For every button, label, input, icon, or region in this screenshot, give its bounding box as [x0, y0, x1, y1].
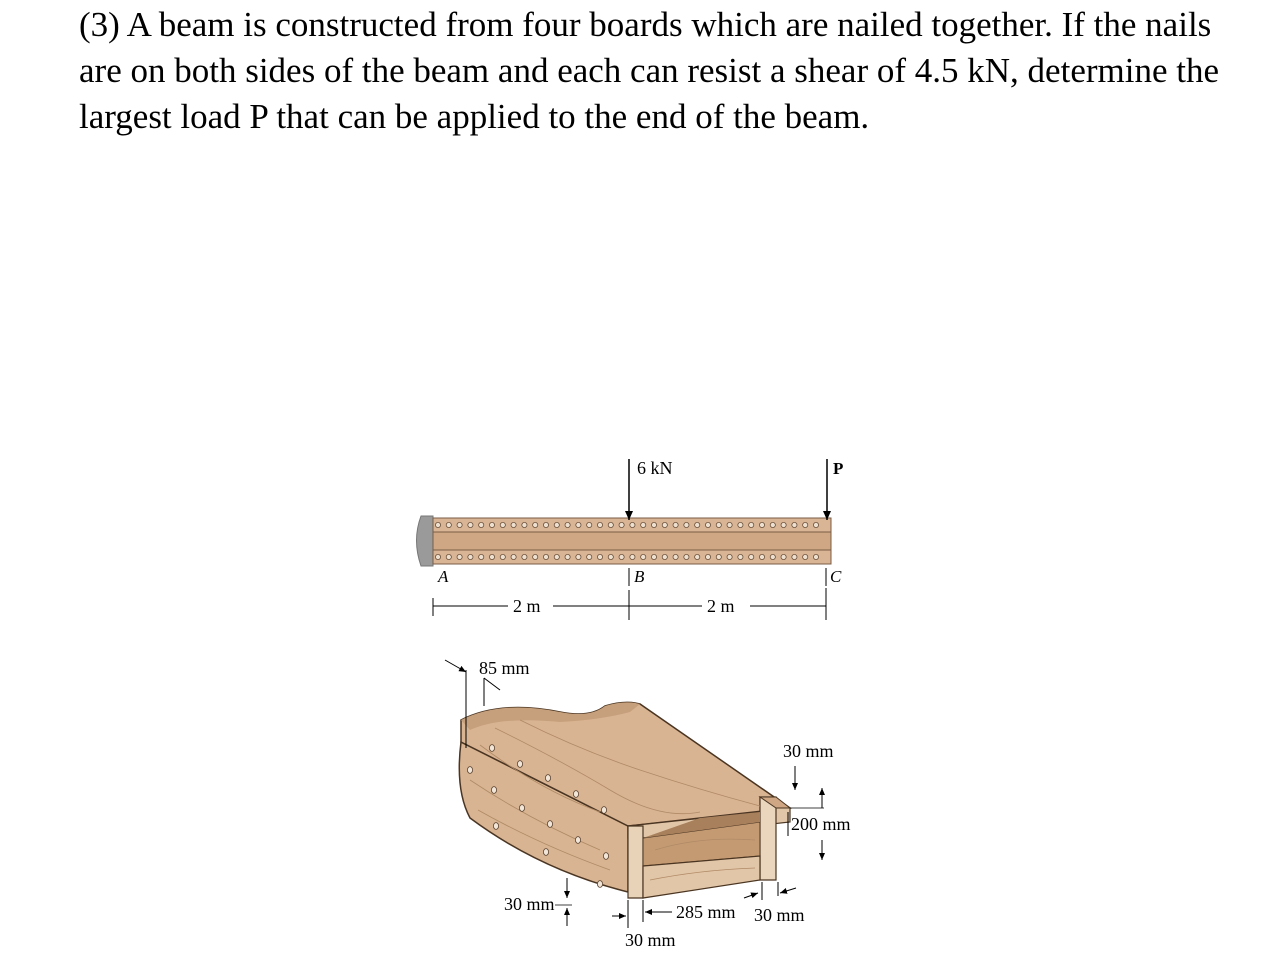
dim-top-30-label: 30 mm — [783, 741, 834, 761]
dim-285-label: 285 mm — [676, 902, 736, 922]
nail-icon — [511, 554, 516, 559]
nail-icon — [641, 554, 646, 559]
nail-icon — [792, 522, 797, 527]
wall-support — [417, 516, 434, 566]
nail-icon — [716, 554, 721, 559]
nail-icon — [705, 522, 710, 527]
nail-icon — [695, 522, 700, 527]
nail-icon — [759, 522, 764, 527]
nail-icon — [435, 522, 440, 527]
nail-icon — [493, 823, 498, 830]
dim-200-label: 200 mm — [791, 814, 851, 834]
nail-icon — [565, 522, 570, 527]
nail-icon — [468, 522, 473, 527]
dim-left-30-label: 30 mm — [625, 930, 676, 950]
load-label-c: P — [833, 459, 844, 478]
nail-icon — [511, 522, 516, 527]
nail-icon — [727, 522, 732, 527]
nail-icon — [759, 554, 764, 559]
nail-icon — [673, 522, 678, 527]
nail-icon — [597, 522, 602, 527]
nail-icon — [608, 554, 613, 559]
nail-icon — [770, 522, 775, 527]
dim-right-30-arrow — [780, 888, 796, 893]
nail-icon — [749, 554, 754, 559]
nail-icon — [565, 554, 570, 559]
load-label-b: 6 kN — [637, 458, 673, 478]
nail-icon — [619, 554, 624, 559]
nail-icon — [749, 522, 754, 527]
nail-icon — [673, 554, 678, 559]
nail-icon — [651, 522, 656, 527]
nail-icon — [467, 767, 472, 774]
nail-icon — [597, 554, 602, 559]
nail-icon — [554, 522, 559, 527]
nail-icon — [545, 775, 550, 782]
nail-icon — [519, 805, 524, 812]
nail-icon — [770, 554, 775, 559]
nail-icon — [803, 522, 808, 527]
box-section-isometric — [445, 658, 851, 950]
nail-icon — [603, 853, 608, 860]
nail-icon — [601, 807, 606, 814]
point-c-label: C — [830, 567, 842, 586]
span-bc-label: 2 m — [707, 596, 735, 616]
nail-icon — [522, 522, 527, 527]
nail-icon — [489, 522, 494, 527]
nail-icon — [533, 522, 538, 527]
dim-285-right-arrow — [744, 893, 758, 898]
nail-icon — [608, 522, 613, 527]
nail-icon — [489, 745, 494, 752]
dim-right-30-label: 30 mm — [754, 905, 805, 925]
nail-icon — [522, 554, 527, 559]
nail-icon — [738, 554, 743, 559]
nail-icon — [630, 522, 635, 527]
dim-85-label: 85 mm — [479, 658, 530, 678]
nail-icon — [597, 881, 602, 888]
nail-icon — [651, 554, 656, 559]
nail-icon — [446, 522, 451, 527]
dim-85-leader — [484, 678, 500, 690]
nail-icon — [695, 554, 700, 559]
nail-icon — [727, 554, 732, 559]
nail-icon — [543, 522, 548, 527]
nail-icon — [576, 554, 581, 559]
dim-85-arrow — [445, 660, 466, 672]
nail-icon — [491, 787, 496, 794]
nail-icon — [738, 522, 743, 527]
dim-bot-30-label: 30 mm — [504, 894, 555, 914]
nail-icon — [468, 554, 473, 559]
span-ab-label: 2 m — [513, 596, 541, 616]
nail-icon — [662, 554, 667, 559]
nail-icon — [813, 522, 818, 527]
nail-icon — [517, 761, 522, 768]
nail-icon — [446, 554, 451, 559]
nail-icon — [479, 554, 484, 559]
nail-icon — [813, 554, 818, 559]
nail-icon — [630, 554, 635, 559]
nail-icon — [684, 554, 689, 559]
beam-elevation — [417, 458, 844, 620]
point-a-label: A — [438, 567, 449, 586]
nail-icon — [705, 554, 710, 559]
nail-icon — [573, 791, 578, 798]
nail-icon — [684, 522, 689, 527]
nail-icon — [781, 554, 786, 559]
nail-icon — [547, 821, 552, 828]
nail-icon — [500, 522, 505, 527]
point-b-label: B — [634, 567, 645, 586]
nail-icon — [457, 554, 462, 559]
nail-icon — [479, 522, 484, 527]
nail-icon — [533, 554, 538, 559]
nail-icon — [576, 522, 581, 527]
nail-icon — [803, 554, 808, 559]
problem-statement: (3) A beam is constructed from four boards which are nailed together. If the nails are on both sides of the beam and each can resist a shear of 4.5 kN, determine the largest load P that can be applied to the end of the beam. — [79, 5, 1219, 136]
nail-icon — [781, 522, 786, 527]
nail-icon — [543, 554, 548, 559]
right-board-end — [760, 797, 776, 880]
nail-icon — [716, 522, 721, 527]
nail-icon — [792, 554, 797, 559]
nail-icon — [619, 522, 624, 527]
left-board-end — [628, 826, 643, 898]
nail-icon — [435, 554, 440, 559]
nail-icon — [587, 554, 592, 559]
nail-icon — [587, 522, 592, 527]
nail-icon — [554, 554, 559, 559]
nail-icon — [641, 522, 646, 527]
beam-middle-board — [433, 532, 831, 550]
nail-icon — [500, 554, 505, 559]
nail-icon — [489, 554, 494, 559]
nail-icon — [662, 522, 667, 527]
nail-icon — [575, 837, 580, 844]
nail-icon — [457, 522, 462, 527]
nail-icon — [543, 849, 548, 856]
